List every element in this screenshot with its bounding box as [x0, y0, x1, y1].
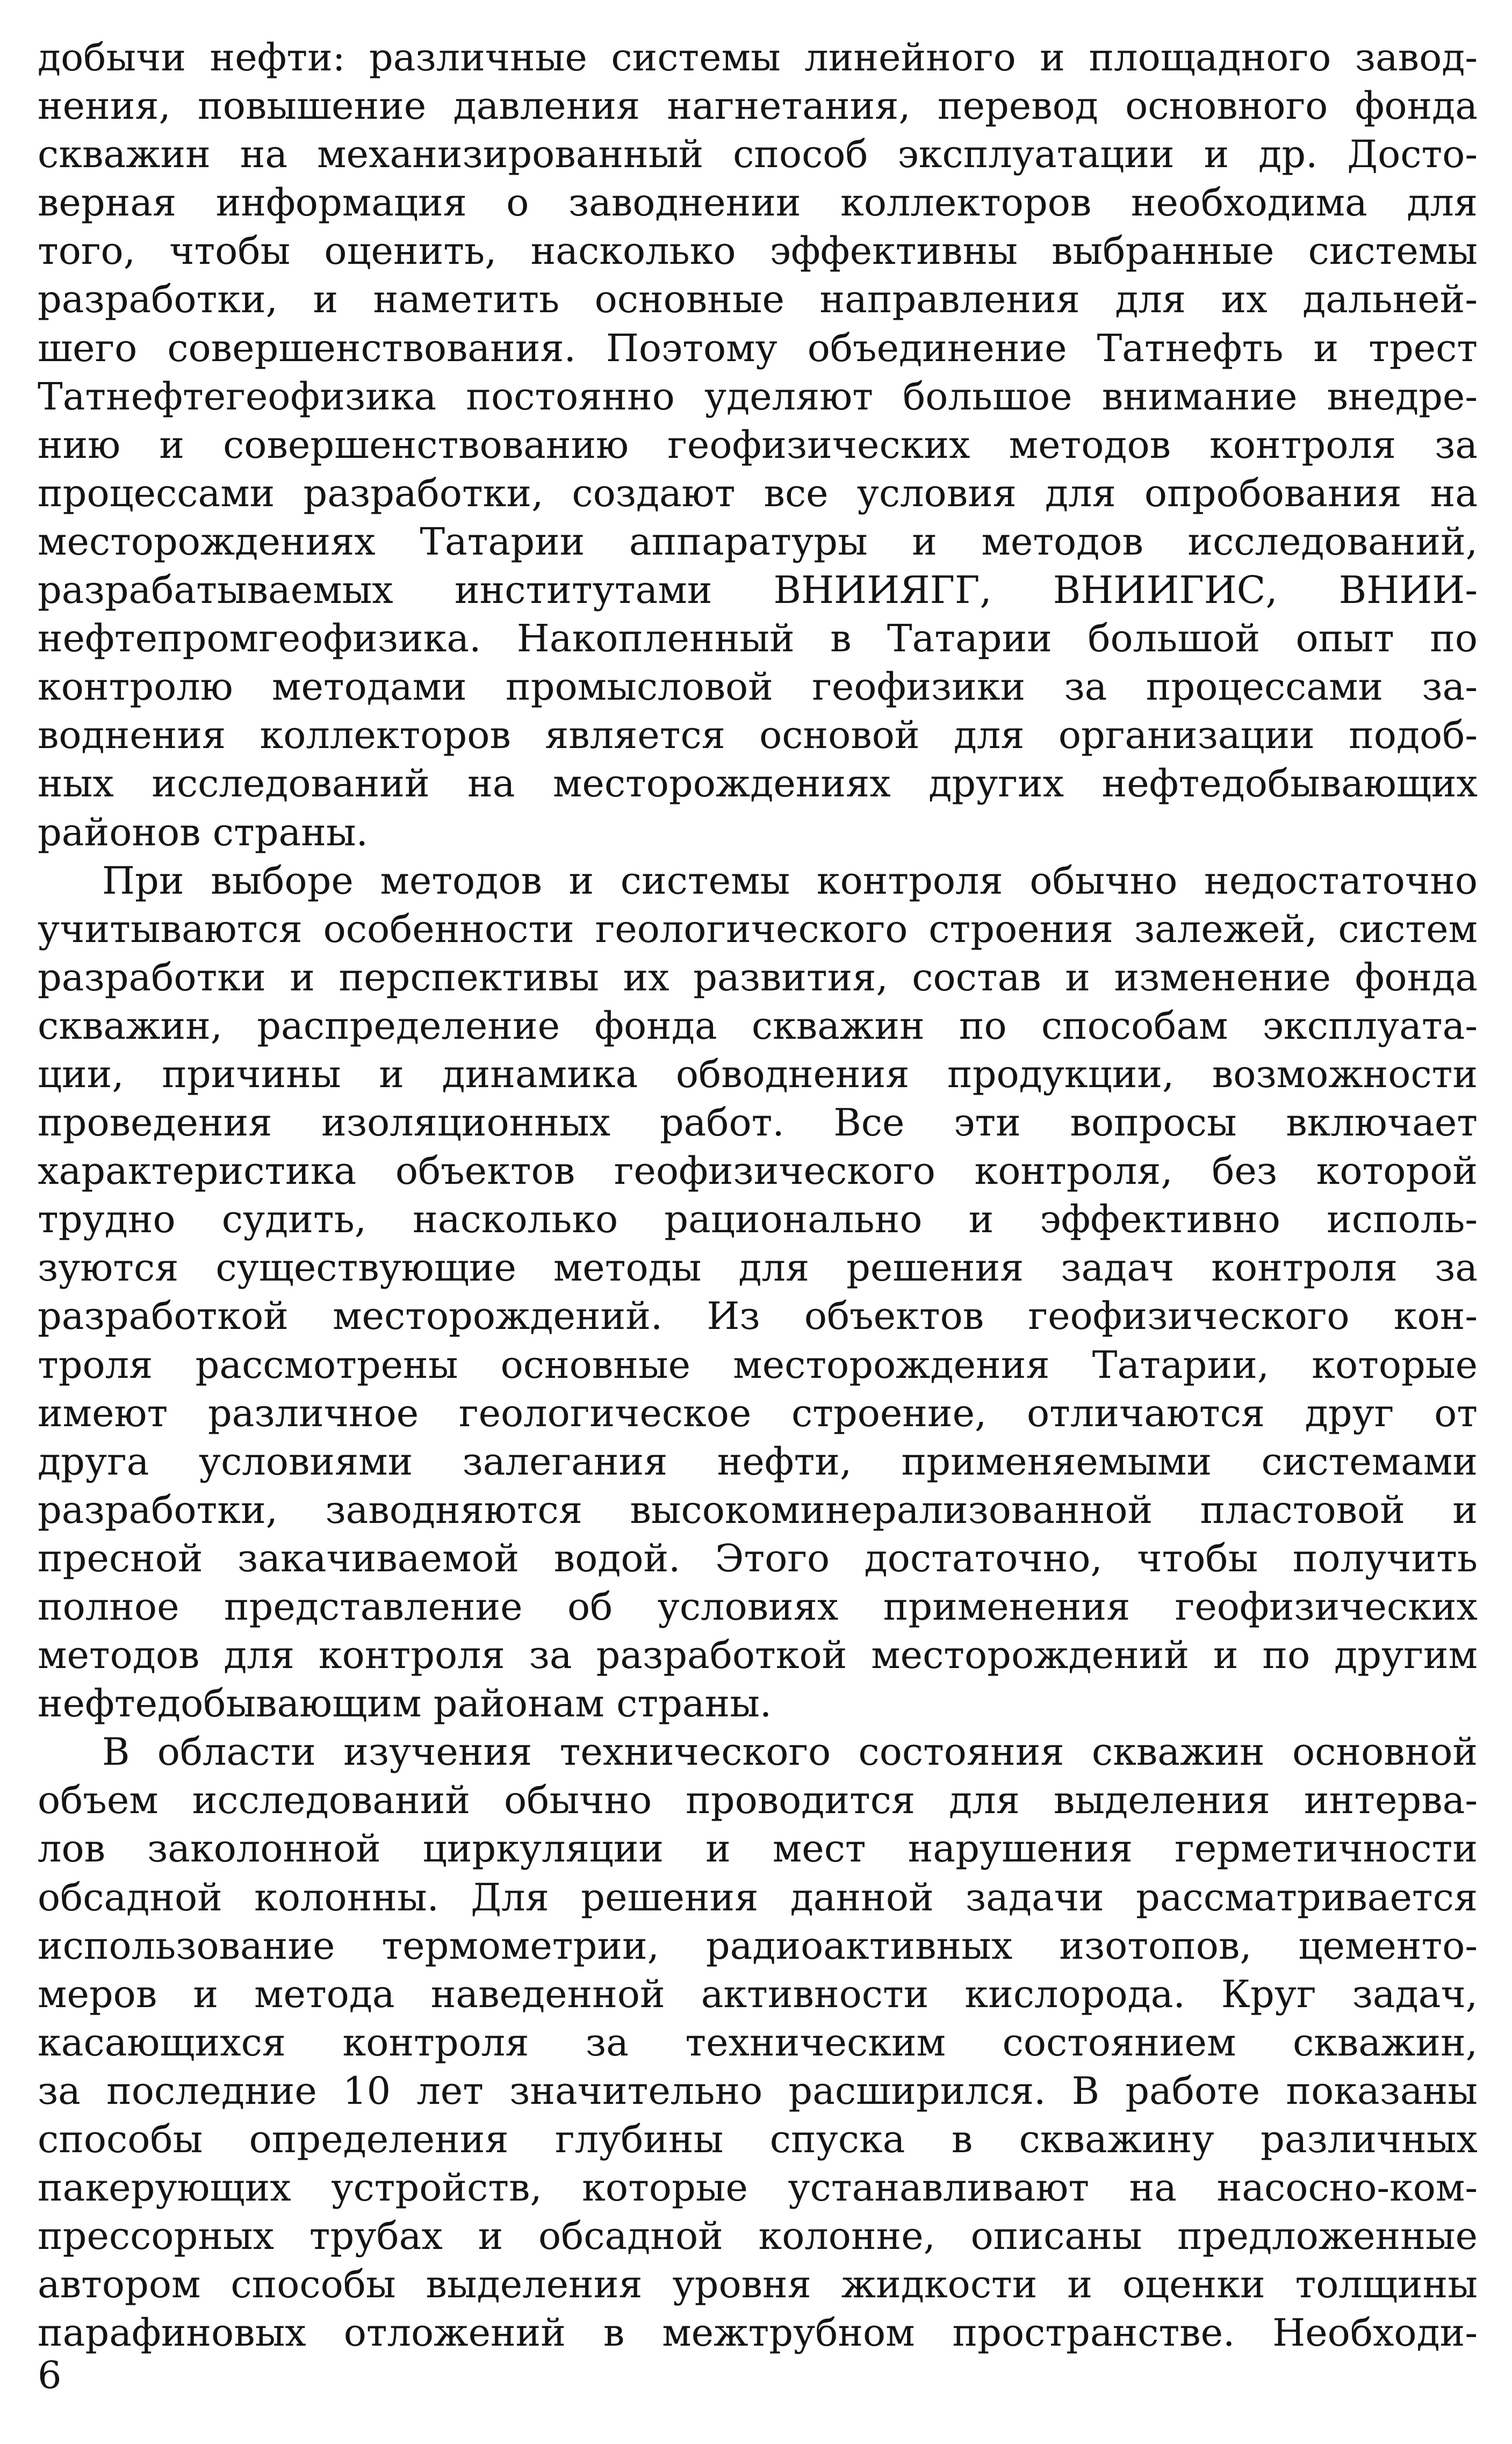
text-line: ции, причины и динамика обводнения продукции, возможности [38, 1052, 1478, 1096]
text-line: полное представление об условиях применения геофизических [38, 1585, 1478, 1629]
text-line: методов для контроля за разработкой месторождений и по другим [38, 1633, 1478, 1678]
text-line: троля рассмотрены основные месторождения Татарии, которые [38, 1342, 1478, 1387]
text-line: добычи нефти: различные системы линейного и площадного завод- [38, 35, 1478, 80]
text-line: воднения коллекторов является основой для организации подоб- [38, 713, 1478, 758]
text-line: автором способы выделения уровня жидкости и оценки толщины [38, 2262, 1478, 2307]
text-line: скважин на механизированный способ эксплуатации и др. Досто- [38, 132, 1478, 177]
text-line: ных исследований на месторождениях других нефтедобывающих [38, 761, 1478, 806]
text-line: того, чтобы оценить, насколько эффективны выбранные системы [38, 229, 1478, 274]
text-line: проведения изоляционных работ. Все эти вопросы включает [38, 1101, 1478, 1145]
text-line: учитываются особенности геологического строения залежей, систем [38, 907, 1478, 951]
paragraph-3 [38, 1728, 1478, 2357]
text-line: разработки, заводняются высокоминерализованной пластовой и [38, 1487, 1478, 1532]
text-line: В области изучения технического состояния скважин основной [102, 1730, 1478, 1774]
text-line: нефтедобывающим районам страны. [38, 1681, 772, 1726]
text-line: разработкой месторождений. Из объектов геофизического кон- [38, 1294, 1478, 1339]
text-line: пресной закачиваемой водой. Этого достаточно, чтобы получить [38, 1536, 1478, 1580]
text-line: обсадной колонны. Для решения данной задачи рассматривается [38, 1875, 1478, 1920]
text-line: трудно судить, насколько рационально и эффективно исполь- [38, 1197, 1478, 1242]
text-line: верная информация о заводнении коллекторов необходима для [38, 181, 1478, 225]
text-line: процессами разработки, создают все условия для опробования на [38, 471, 1478, 515]
paragraph-1 [38, 33, 1478, 857]
text-line: способы определения глубины спуска в скважину различных [38, 2117, 1478, 2162]
page-body [38, 33, 1478, 2357]
text-line: шего совершенствования. Поэтому объединение Татнефть и трест [38, 326, 1478, 370]
text-line: районов страны. [38, 810, 368, 854]
text-line: контролю методами промысловой геофизики за процессами за- [38, 665, 1478, 709]
text-line: нефтепромгеофизика. Накопленный в Татарии большой опыт по [38, 616, 1478, 661]
text-line: разработки, и наметить основные направления для их дальней- [38, 277, 1478, 322]
text-line: скважин, распределение фонда скважин по способам эксплуата- [38, 1003, 1478, 1048]
page-number: 6 [38, 2353, 62, 2397]
text-line: разработки и перспективы их развития, состав и изменение фонда [38, 955, 1478, 1000]
text-line: характеристика объектов геофизического контроля, без которой [38, 1149, 1478, 1194]
text-line: использование термометрии, радиоактивных изотопов, цементо- [38, 1923, 1478, 1968]
text-line: нию и совершенствованию геофизических методов контроля за [38, 422, 1478, 467]
paragraph-2 [38, 857, 1478, 1728]
text-line: за последние 10 лет значительно расширился. В работе показаны [38, 2068, 1478, 2113]
text-line: зуются существующие методы для решения задач контроля за [38, 1246, 1478, 1290]
text-line: парафиновых отложений в межтрубном пространстве. Необходи- [38, 2311, 1478, 2355]
text-line: объем исследований обычно проводится для выделения интерва- [38, 1778, 1478, 1823]
text-line: Татнефтегеофизика постоянно уделяют большое внимание внедре- [38, 374, 1478, 419]
text-line: нения, повышение давления нагнетания, перевод основного фонда [38, 84, 1478, 128]
text-line: прессорных трубах и обсадной колонне, описаны предложенные [38, 2214, 1478, 2259]
text-line: пакерующих устройств, которые устанавливают на насосно-ком- [38, 2166, 1478, 2210]
text-line: разрабатываемых институтами ВНИИЯГГ, ВНИИГИС, ВНИИ- [38, 568, 1478, 613]
text-line: меров и метода наведенной активности кислорода. Круг задач, [38, 1972, 1478, 2016]
text-line: друга условиями залегания нефти, применяемыми системами [38, 1439, 1478, 1484]
text-line: месторождениях Татарии аппаратуры и методов исследований, [38, 519, 1478, 564]
text-line: касающихся контроля за техническим состоянием скважин, [38, 2020, 1478, 2065]
text-line: имеют различное геологическое строение, отличаются друг от [38, 1391, 1478, 1435]
text-line: При выборе методов и системы контроля обычно недостаточно [102, 858, 1478, 903]
text-line: лов заколонной циркуляции и мест нарушения герметичности [38, 1827, 1478, 1871]
